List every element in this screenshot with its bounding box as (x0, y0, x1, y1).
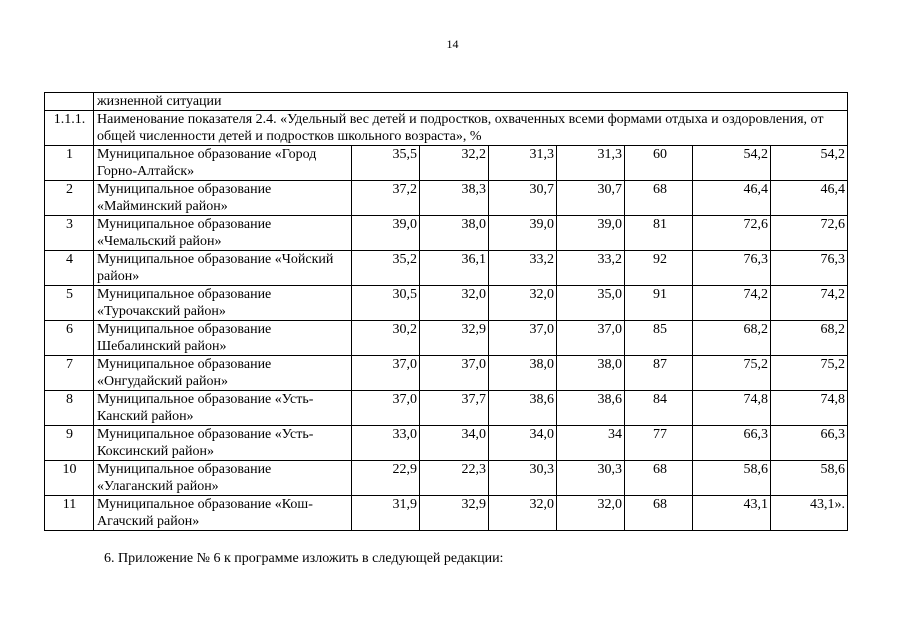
value-cell: 54,2 (771, 146, 848, 181)
continuation-row (45, 93, 848, 111)
value-cell: 68 (625, 181, 693, 216)
value-cell: 32,0 (489, 496, 557, 531)
row-number: 4 (45, 251, 94, 286)
value-cell: 74,8 (693, 391, 771, 426)
municipality-name: Муниципальное образование «Чойский район» (94, 251, 352, 286)
value-cell: 31,3 (489, 146, 557, 181)
value-cell: 30,3 (557, 461, 625, 496)
value-cell: 58,6 (771, 461, 848, 496)
municipality-name: Муниципальное образование «Усть-Коксинский район» (94, 426, 352, 461)
row-number: 2 (45, 181, 94, 216)
value-cell: 32,9 (420, 321, 489, 356)
value-cell: 54,2 (693, 146, 771, 181)
value-cell: 38,0 (420, 216, 489, 251)
value-cell: 77 (625, 426, 693, 461)
municipality-name: Муниципальное образование Шебалинский район» (94, 321, 352, 356)
value-cell: 37,0 (489, 321, 557, 356)
value-cell: 76,3 (771, 251, 848, 286)
value-cell: 39,0 (489, 216, 557, 251)
value-cell: 38,6 (489, 391, 557, 426)
continuation-text: жизненной ситуации (94, 93, 848, 111)
value-cell: 72,6 (693, 216, 771, 251)
value-cell: 34 (557, 426, 625, 461)
value-cell: 68,2 (693, 321, 771, 356)
value-cell: 68 (625, 496, 693, 531)
table-row (45, 426, 848, 461)
table-row (45, 321, 848, 356)
table-row (45, 181, 848, 216)
value-cell: 68 (625, 461, 693, 496)
value-cell: 43,1». (771, 496, 848, 531)
value-cell: 35,0 (557, 286, 625, 321)
value-cell: 32,0 (557, 496, 625, 531)
value-cell: 68,2 (771, 321, 848, 356)
value-cell: 39,0 (557, 216, 625, 251)
municipality-name: Муниципальное образование «Усть-Канский район» (94, 391, 352, 426)
value-cell: 38,0 (489, 356, 557, 391)
footer-paragraph: 6. Приложение № 6 к программе изложить в следующей редакции: (104, 551, 504, 566)
value-cell: 38,0 (557, 356, 625, 391)
value-cell: 75,2 (693, 356, 771, 391)
value-cell: 76,3 (693, 251, 771, 286)
value-cell: 72,6 (771, 216, 848, 251)
value-cell: 37,0 (352, 391, 420, 426)
value-cell: 35,5 (352, 146, 420, 181)
value-cell: 37,7 (420, 391, 489, 426)
row-number: 3 (45, 216, 94, 251)
value-cell: 58,6 (693, 461, 771, 496)
row-number: 9 (45, 426, 94, 461)
table-row (45, 461, 848, 496)
row-number: 8 (45, 391, 94, 426)
value-cell: 33,2 (557, 251, 625, 286)
value-cell: 30,3 (489, 461, 557, 496)
value-cell: 31,3 (557, 146, 625, 181)
value-cell: 30,7 (557, 181, 625, 216)
value-cell: 22,9 (352, 461, 420, 496)
value-cell: 46,4 (771, 181, 848, 216)
value-cell: 36,1 (420, 251, 489, 286)
table-row (45, 251, 848, 286)
value-cell: 74,2 (693, 286, 771, 321)
table-row (45, 496, 848, 531)
section-title: Наименование показателя 2.4. «Удельный вес детей и подростков, охваченных всеми формами отдыха и оздоровления, от общей численности детей и подростков школьного возраста», % (94, 111, 848, 146)
value-cell: 92 (625, 251, 693, 286)
table-row (45, 146, 848, 181)
municipality-name: Муниципальное образование «Чемальский район» (94, 216, 352, 251)
value-cell: 30,7 (489, 181, 557, 216)
municipality-name: Муниципальное образование «Улаганский район» (94, 461, 352, 496)
value-cell: 30,5 (352, 286, 420, 321)
value-cell: 37,0 (557, 321, 625, 356)
row-number: 11 (45, 496, 94, 531)
section-header-row (45, 111, 848, 146)
value-cell: 22,3 (420, 461, 489, 496)
value-cell: 30,2 (352, 321, 420, 356)
municipality-name: Муниципальное образование «Майминский район» (94, 181, 352, 216)
table-row (45, 216, 848, 251)
row-number: 6 (45, 321, 94, 356)
value-cell: 38,6 (557, 391, 625, 426)
value-cell: 34,0 (420, 426, 489, 461)
municipality-name: Муниципальное образование «Кош-Агачский район» (94, 496, 352, 531)
value-cell: 91 (625, 286, 693, 321)
row-number: 10 (45, 461, 94, 496)
value-cell: 32,0 (489, 286, 557, 321)
value-cell: 37,2 (352, 181, 420, 216)
value-cell: 33,0 (352, 426, 420, 461)
value-cell: 60 (625, 146, 693, 181)
value-cell: 46,4 (693, 181, 771, 216)
value-cell: 32,2 (420, 146, 489, 181)
indicator-table (44, 92, 848, 531)
row-number: 7 (45, 356, 94, 391)
value-cell: 74,8 (771, 391, 848, 426)
value-cell: 75,2 (771, 356, 848, 391)
table-row (45, 286, 848, 321)
municipality-name: Муниципальное образование «Город Горно-Алтайск» (94, 146, 352, 181)
value-cell: 87 (625, 356, 693, 391)
municipality-name: Муниципальное образование «Турочакский район» (94, 286, 352, 321)
value-cell: 37,0 (420, 356, 489, 391)
row-number: 1 (45, 146, 94, 181)
value-cell: 32,9 (420, 496, 489, 531)
value-cell: 32,0 (420, 286, 489, 321)
municipality-name: Муниципальное образование «Онгудайский район» (94, 356, 352, 391)
value-cell: 39,0 (352, 216, 420, 251)
page-number: 14 (446, 37, 459, 51)
value-cell: 66,3 (693, 426, 771, 461)
table-row (45, 356, 848, 391)
value-cell: 74,2 (771, 286, 848, 321)
table-row (45, 391, 848, 426)
value-cell: 84 (625, 391, 693, 426)
value-cell: 31,9 (352, 496, 420, 531)
value-cell: 81 (625, 216, 693, 251)
row-number: 5 (45, 286, 94, 321)
value-cell: 34,0 (489, 426, 557, 461)
value-cell: 35,2 (352, 251, 420, 286)
value-cell: 43,1 (693, 496, 771, 531)
value-cell: 66,3 (771, 426, 848, 461)
value-cell: 85 (625, 321, 693, 356)
value-cell: 38,3 (420, 181, 489, 216)
section-number: 1.1.1. (45, 111, 94, 146)
value-cell: 33,2 (489, 251, 557, 286)
value-cell: 37,0 (352, 356, 420, 391)
